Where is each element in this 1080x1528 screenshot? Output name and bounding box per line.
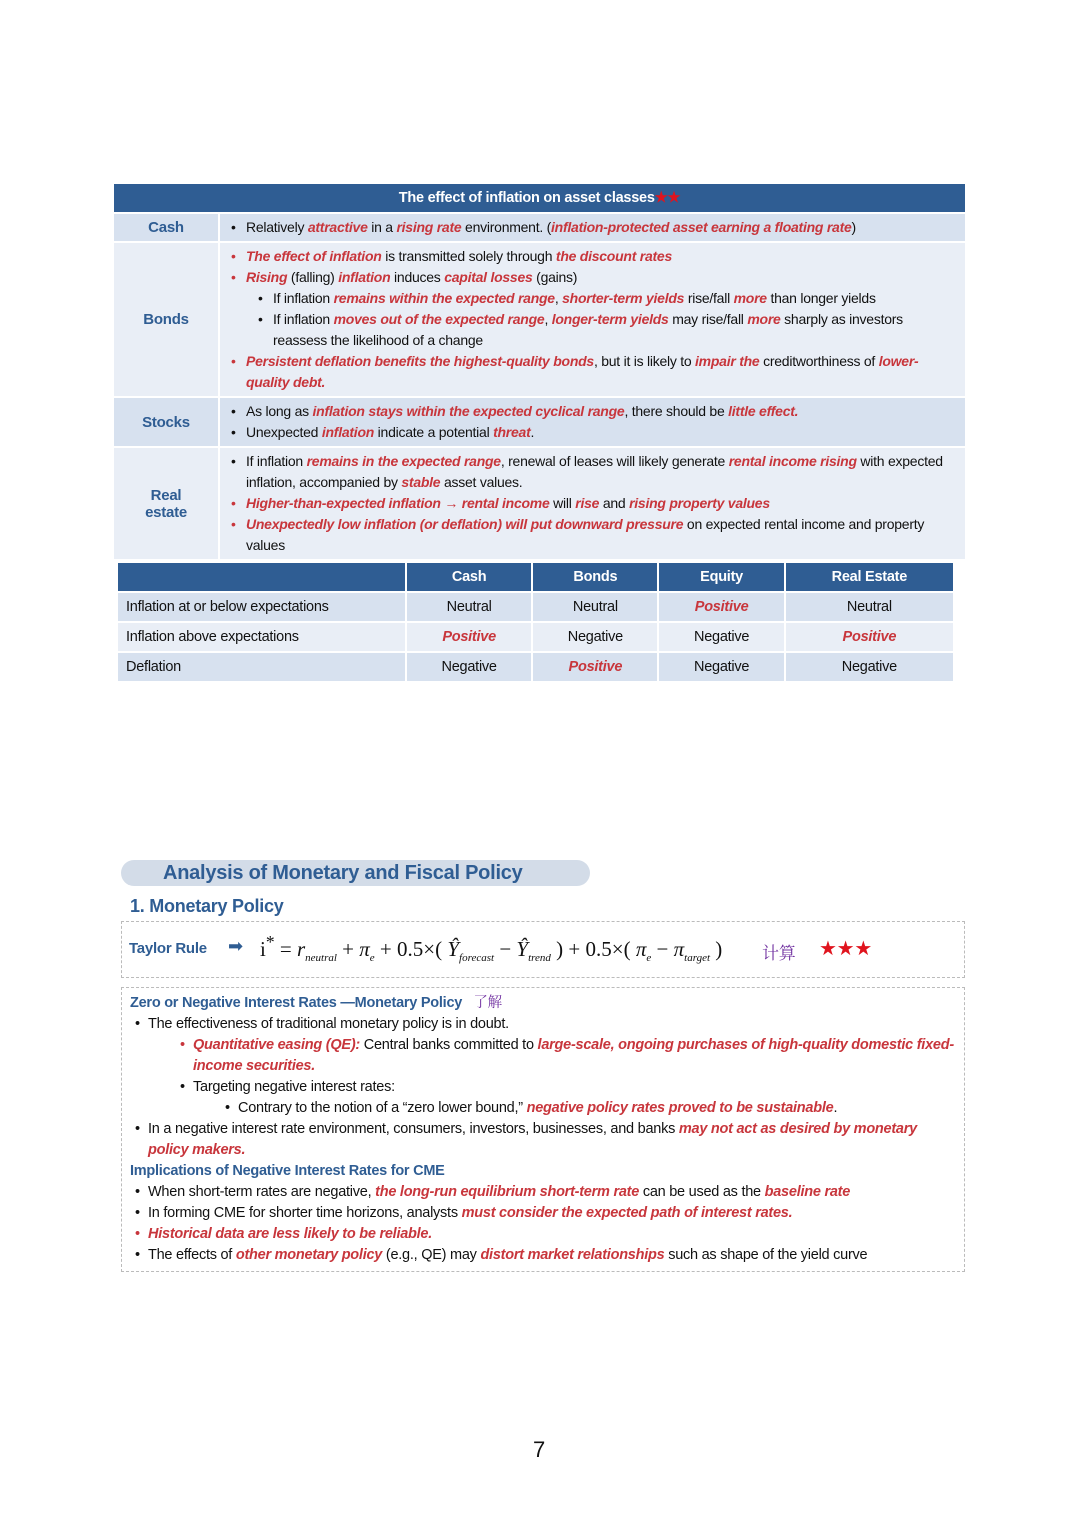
- asset-class-content: [219, 242, 965, 397]
- table-row: [118, 592, 954, 622]
- text: Relatively: [246, 219, 308, 235]
- bullet-item: [226, 514, 957, 556]
- text: .: [833, 1100, 838, 1116]
- bullet-item: [130, 1203, 956, 1224]
- text: rise/fall: [684, 290, 734, 306]
- text: .: [530, 424, 535, 440]
- text: ): [851, 219, 856, 235]
- highlighted-text: rise: [575, 495, 600, 511]
- column-header: [118, 563, 406, 592]
- effect-cell: Neutral: [785, 592, 954, 622]
- text: will: [549, 495, 576, 511]
- text: , but it is likely to: [593, 353, 696, 369]
- highlighted-text: inflation: [321, 424, 375, 440]
- text: induces: [390, 269, 445, 285]
- highlighted-text: must consider the expected path of interest rates.: [461, 1205, 793, 1221]
- text: Central banks committed to: [359, 1037, 538, 1053]
- asset-class-content: [219, 213, 965, 242]
- text: , renewal of leases will likely generate: [500, 453, 729, 469]
- text: is transmitted solely through: [381, 248, 556, 264]
- effect-cell: Negative: [532, 622, 658, 652]
- text: asset values.: [440, 474, 523, 490]
- section-title: Analysis of Monetary and Fiscal Policy: [121, 860, 590, 886]
- inflation-scenario-table: [118, 563, 955, 681]
- scenario-cell: Inflation at or below expectations: [118, 592, 406, 622]
- highlighted-text: longer-term yields: [551, 311, 669, 327]
- highlighted-text: more: [747, 311, 781, 327]
- highlighted-text: impair the: [695, 353, 760, 369]
- effect-cell: Neutral: [532, 592, 658, 622]
- column-header: Equity: [658, 563, 784, 592]
- text: (gains): [532, 269, 578, 285]
- effect-cell: Positive: [532, 652, 658, 681]
- text: In a negative interest rate environment, consumers, investors, businesses, and banks: [148, 1121, 679, 1137]
- bullet-item: [226, 351, 957, 393]
- taylor-rule-formula: $i^* = r_{neutral} + \pi_e + 0.5\times$( $Ŷ_{forecast}$ − $Ŷ_{trend}$ ) + 0.5×( $\pi_e - \pi_{target}$ ): [260, 932, 723, 965]
- text: environment. (: [461, 219, 552, 235]
- scenario-cell: Inflation above expectations: [118, 622, 406, 652]
- highlighted-text: remains in the expected range: [306, 453, 501, 469]
- highlighted-text: Persistent deflation benefits the highest-quality bonds: [246, 353, 594, 369]
- highlighted-text: The effect of inflation: [246, 248, 382, 264]
- highlighted-text: inflation stays within the expected cyclical range: [312, 403, 625, 419]
- asset-class-label: Real estate: [114, 447, 219, 560]
- effect-cell: Negative: [658, 622, 784, 652]
- bullet-item: [253, 288, 957, 309]
- bullet-item: [130, 1014, 956, 1035]
- highlighted-text: shorter-term yields: [562, 290, 685, 306]
- text: on expected rental income and property values: [246, 516, 925, 553]
- bullet-item: [130, 1224, 956, 1245]
- text: , there should be: [624, 403, 729, 419]
- understand-tag: 了解: [473, 995, 502, 1011]
- bullet-item: [130, 1119, 956, 1161]
- text: indicate a potential: [374, 424, 494, 440]
- asset-class-content: [219, 447, 965, 560]
- text: When short-term rates are negative,: [148, 1184, 376, 1200]
- text: and: [599, 495, 630, 511]
- effect-cell: Neutral: [406, 592, 532, 622]
- asset-class-content: [219, 397, 965, 447]
- stars-icon: ★★: [654, 190, 681, 206]
- highlighted-text: threat: [493, 424, 531, 440]
- asset-class-label: Bonds: [114, 242, 219, 397]
- effect-cell: Negative: [658, 652, 784, 681]
- highlighted-text: →: [440, 495, 462, 511]
- highlighted-text: Rising: [246, 269, 288, 285]
- calculation-tag: 计算: [762, 944, 796, 963]
- text: ,: [544, 311, 552, 327]
- text: If inflation: [273, 290, 334, 306]
- text: ,: [554, 290, 563, 306]
- heading-cme-implications: Implications of Negative Interest Rates for CME: [130, 1163, 445, 1179]
- bullet-item: [130, 1182, 956, 1203]
- bullet-item: [253, 309, 957, 351]
- highlighted-text: Historical data are less likely to be reliable.: [148, 1226, 433, 1242]
- bullet-item: [226, 451, 957, 493]
- bullet-item: [220, 1098, 956, 1119]
- text: Contrary to the notion of a “zero lower bound,”: [238, 1100, 527, 1116]
- page-number: 7: [533, 1437, 545, 1462]
- highlighted-text: distort market relationships: [480, 1247, 665, 1263]
- effect-cell: Positive: [658, 592, 784, 622]
- text: If inflation: [246, 453, 307, 469]
- table-row: [114, 213, 965, 242]
- highlighted-text: inflation-protected asset earning a floating rate: [551, 219, 852, 235]
- highlighted-text: capital losses: [444, 269, 533, 285]
- highlighted-text: stable: [401, 474, 441, 490]
- text: sharply as investors reassess the likelihood of a change: [273, 311, 903, 348]
- bullet-item: [226, 217, 957, 238]
- text: (e.g., QE) may: [382, 1247, 481, 1263]
- text: (falling): [287, 269, 339, 285]
- highlighted-text: may not act as desired by monetary policy makers.: [148, 1121, 917, 1158]
- text: The effectiveness of traditional monetary policy is in doubt.: [148, 1016, 509, 1032]
- highlighted-text: lower-quality debt.: [246, 353, 919, 390]
- highlighted-text: other monetary policy: [235, 1247, 383, 1263]
- text: As long as: [246, 403, 313, 419]
- effect-cell: Positive: [406, 622, 532, 652]
- highlighted-text: little effect.: [728, 403, 799, 419]
- effect-cell: Negative: [785, 652, 954, 681]
- highlighted-text: baseline rate: [764, 1184, 851, 1200]
- text: The effects of: [148, 1247, 236, 1263]
- table-row: [118, 622, 954, 652]
- bullet-item: [226, 401, 957, 422]
- arrow-right-icon: ➡: [228, 936, 243, 956]
- table-title: [114, 184, 965, 213]
- highlighted-text: Higher-than-expected inflation: [246, 495, 441, 511]
- table-row: [114, 447, 965, 560]
- highlighted-text: Unexpectedly low inflation (or deflation) will put downward pressure: [246, 516, 684, 532]
- text: In forming CME for shorter time horizons, analysts: [148, 1205, 462, 1221]
- highlighted-text: the discount rates: [555, 248, 672, 264]
- highlighted-text: large-scale, ongoing purchases of high-quality domestic fixed-income securities.: [193, 1037, 954, 1074]
- bullet-item: [226, 246, 957, 267]
- highlighted-text: remains within the expected range: [333, 290, 555, 306]
- text: in a: [367, 219, 397, 235]
- column-header: Real Estate: [785, 563, 954, 592]
- bullet-item: [226, 267, 957, 288]
- text: can be used as the: [639, 1184, 765, 1200]
- table-row: [118, 652, 954, 681]
- effect-cell: Positive: [785, 622, 954, 652]
- bullet-item: [175, 1035, 956, 1077]
- bullet-item: [226, 493, 957, 514]
- taylor-rule-label: Taylor Rule: [129, 940, 207, 957]
- asset-class-label: Stocks: [114, 397, 219, 447]
- highlighted-text: inflation: [338, 269, 391, 285]
- asset-class-label: Cash: [114, 213, 219, 242]
- table-row: [114, 397, 965, 447]
- highlighted-text: rising rate: [396, 219, 462, 235]
- effect-cell: Negative: [406, 652, 532, 681]
- highlighted-text: attractive: [307, 219, 368, 235]
- table-title-text: The effect of inflation on asset classes: [398, 190, 655, 206]
- heading-zero-negative-rates: [130, 993, 956, 1014]
- highlighted-text: the long-run equilibrium short-term rate: [375, 1184, 640, 1200]
- column-header: Bonds: [532, 563, 658, 592]
- text: Unexpected: [246, 424, 322, 440]
- text: such as shape of the yield curve: [664, 1247, 868, 1263]
- highlighted-text: rental income rising: [728, 453, 857, 469]
- bullet-item: [130, 1245, 956, 1266]
- text: If inflation: [273, 311, 334, 327]
- inflation-asset-class-table: [114, 184, 965, 561]
- highlighted-text: rental income: [461, 495, 550, 511]
- text: Targeting negative interest rates:: [193, 1079, 395, 1095]
- subsection-title: 1. Monetary Policy: [130, 896, 284, 916]
- scenario-cell: Deflation: [118, 652, 406, 681]
- text: than longer yields: [766, 290, 876, 306]
- highlighted-text: moves out of the expected range: [333, 311, 545, 327]
- negative-rates-box: [121, 987, 965, 1272]
- highlighted-text: rising property values: [629, 495, 770, 511]
- bullet-item: [226, 422, 957, 443]
- heading-text: Zero or Negative Interest Rates —Monetary Policy: [130, 995, 463, 1011]
- table-row: [114, 242, 965, 397]
- highlighted-text: Quantitative easing (QE):: [193, 1037, 360, 1053]
- text: with expected inflation, accompanied by: [246, 453, 943, 490]
- taylor-rule-box: [121, 921, 965, 978]
- stars-icon: ★★★: [819, 938, 873, 960]
- highlighted-text: more: [733, 290, 767, 306]
- text: creditworthiness of: [759, 353, 879, 369]
- bullet-item: [175, 1077, 956, 1098]
- text: may rise/fall: [668, 311, 748, 327]
- highlighted-text: negative policy rates proved to be sustainable: [526, 1100, 834, 1116]
- column-header: Cash: [406, 563, 532, 592]
